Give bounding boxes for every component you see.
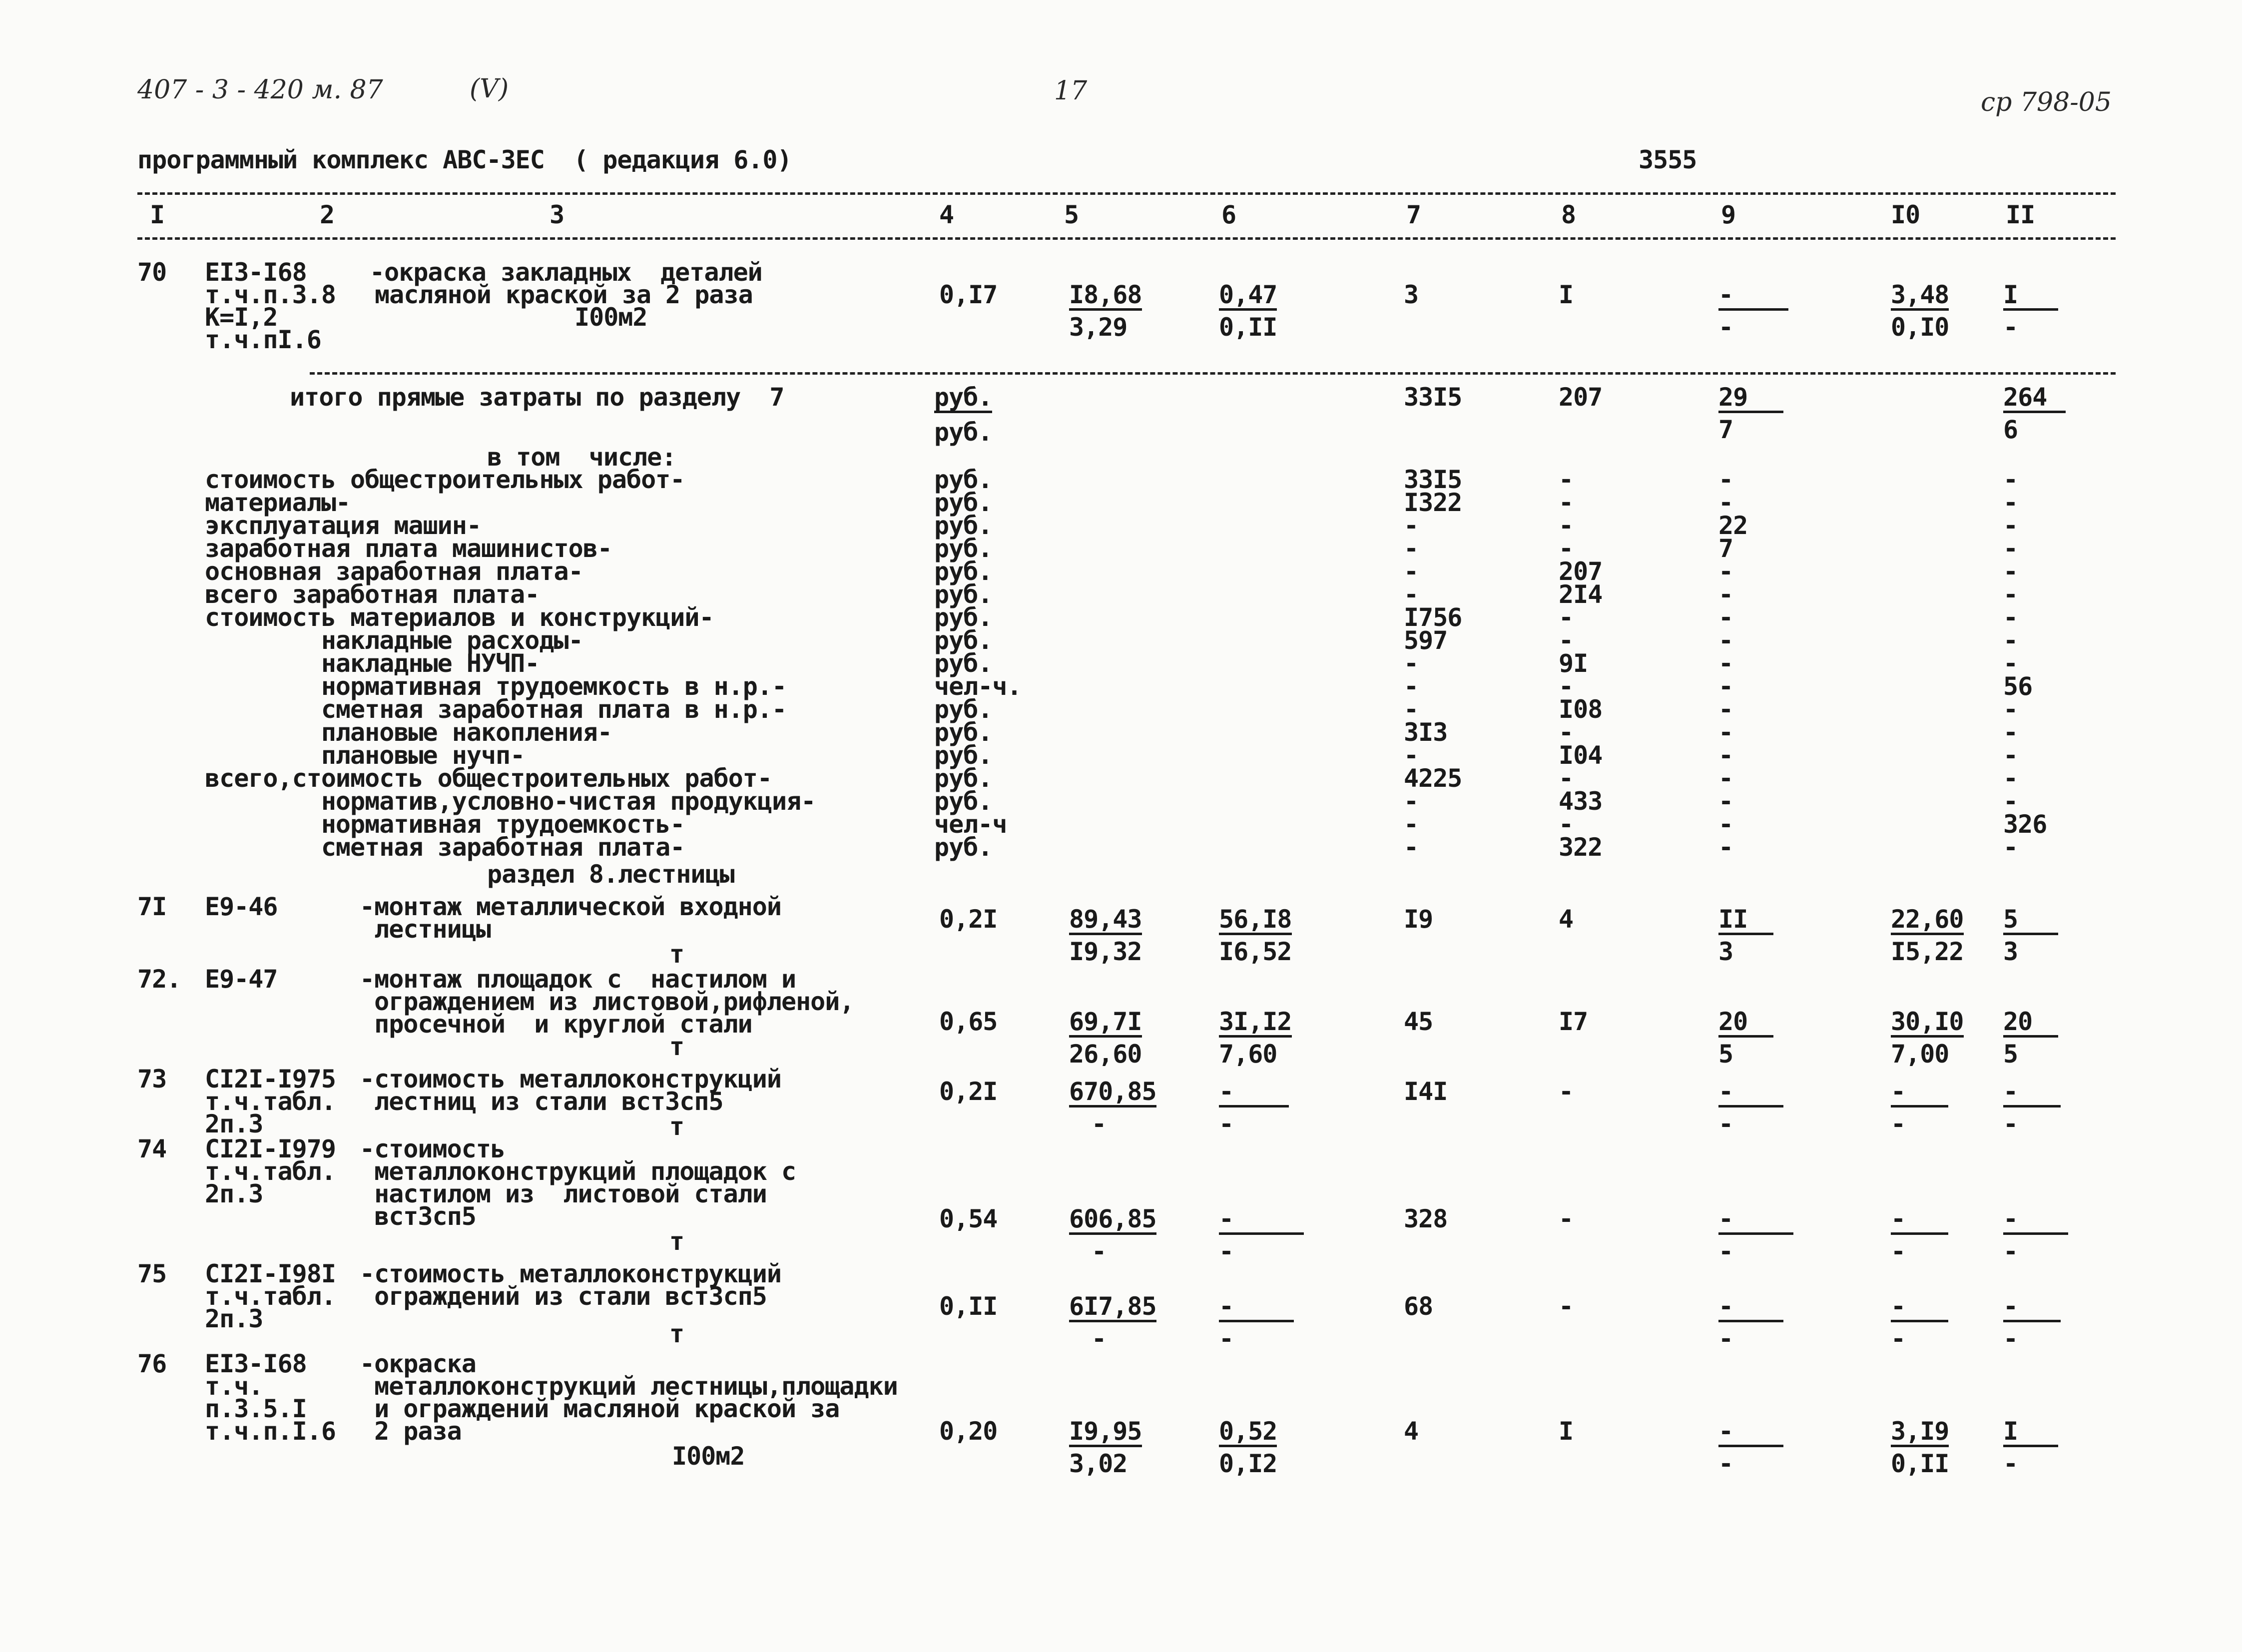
breakdown-c9: 22: [1718, 511, 1748, 540]
breakdown-label: основная заработная плата-: [205, 557, 583, 586]
row-description: ограждений из стали вст3сп5: [360, 1282, 767, 1311]
cell-11-top: -: [2003, 1294, 2061, 1322]
cell-5-top: 89,43: [1069, 907, 1142, 935]
cell-9-top: -: [1718, 1206, 1793, 1235]
cell-8: I7: [1559, 1007, 1588, 1036]
cell-11-bottom: 5: [2003, 1040, 2018, 1069]
cell-7: I9: [1404, 905, 1433, 934]
cell-6-bottom: 7,60: [1219, 1040, 1277, 1069]
breakdown-unit: чел-ч.: [934, 672, 1022, 701]
cell-5-bottom: -: [1092, 1324, 1107, 1353]
col-1: I: [150, 200, 165, 229]
row-unit: I00м2: [574, 303, 647, 332]
col-2: 2: [320, 200, 335, 229]
totals-unit: руб.: [934, 418, 993, 447]
breakdown-label: всего,стоимость общестроительных работ-: [205, 764, 772, 793]
cell-9-bottom: 5: [1718, 1040, 1733, 1069]
breakdown-c7: -: [1404, 741, 1419, 770]
breakdown-c7: 597: [1404, 626, 1448, 655]
row-description: -монтаж площадок с настилом и: [360, 965, 796, 994]
breakdown-label: эксплуатация машин-: [205, 511, 481, 540]
breakdown-c8: -: [1559, 534, 1574, 563]
cell-9-top: -: [1718, 1419, 1783, 1447]
cell-11-top: I: [2003, 282, 2058, 311]
breakdown-c8: 433: [1559, 787, 1603, 816]
breakdown-c9: -: [1718, 465, 1733, 494]
breakdown-c9: -: [1718, 833, 1733, 862]
row-description: -стоимость металлоконструкций: [360, 1259, 781, 1288]
breakdown-c7: -: [1404, 557, 1419, 586]
row-description: просечной и круглой стали: [360, 1010, 752, 1039]
breakdown-c9: -: [1718, 787, 1733, 816]
breakdown-c8: 2I4: [1559, 580, 1603, 609]
breakdown-c7: I322: [1404, 488, 1462, 517]
breakdown-c7: -: [1404, 672, 1419, 701]
cell-9-top: II: [1718, 907, 1773, 935]
breakdown-c7: -: [1404, 534, 1419, 563]
breakdown-c7: -: [1404, 810, 1419, 839]
breakdown-c11: 56: [2003, 672, 2033, 701]
breakdown-c8: -: [1559, 488, 1574, 517]
breakdown-unit: руб.: [934, 465, 993, 494]
totals-c8: 207: [1559, 383, 1603, 412]
row-description: -стоимость: [360, 1134, 506, 1163]
cell-6-bottom: -: [1219, 1324, 1234, 1353]
cell-5-bottom: -: [1092, 1109, 1107, 1138]
row-description: 2 раза: [360, 1417, 462, 1446]
cell-11-bottom: -: [2003, 313, 2018, 342]
totals-c7: 33I5: [1404, 383, 1462, 412]
row-code: Е9-46: [205, 892, 278, 921]
version-mark: (V): [470, 74, 509, 104]
row-quantity: 0,2I: [939, 1077, 998, 1106]
cell-7: 3: [1404, 280, 1419, 309]
breakdown-c9: -: [1718, 672, 1733, 701]
breakdown-unit: руб.: [934, 511, 993, 540]
breakdown-c8: -: [1559, 718, 1574, 747]
breakdown-unit: руб.: [934, 603, 993, 632]
breakdown-c8: I04: [1559, 741, 1603, 770]
breakdown-c11: -: [2003, 534, 2018, 563]
row-number: 7I: [137, 892, 167, 921]
col-3: 3: [550, 200, 564, 229]
breakdown-c9: -: [1718, 810, 1733, 839]
breakdown-label: накладные расходы-: [205, 626, 583, 655]
breakdown-c8: 207: [1559, 557, 1603, 586]
cell-9-top: -: [1718, 282, 1788, 311]
row-description: металлоконструкций лестницы,площадки: [360, 1372, 898, 1401]
breakdown-c7: I756: [1404, 603, 1462, 632]
breakdown-c8: -: [1559, 465, 1574, 494]
breakdown-c11: -: [2003, 603, 2018, 632]
row-description: -окраска закладных деталей: [370, 258, 762, 287]
row-code: т.ч.: [205, 1372, 263, 1401]
row-description: и ограждений масляной краской за: [360, 1394, 840, 1423]
breakdown-c8: 9I: [1559, 649, 1588, 678]
row-code: т.ч.п.I.6: [205, 1417, 336, 1446]
breakdown-c7: -: [1404, 649, 1419, 678]
row-unit: т: [669, 1032, 684, 1061]
breakdown-unit: руб.: [934, 741, 993, 770]
breakdown-c11: -: [2003, 488, 2018, 517]
breakdown-label: сметная заработная плата в н.р.-: [205, 695, 787, 724]
cell-7: 328: [1404, 1204, 1448, 1233]
cell-6-top: 0,47: [1219, 282, 1277, 311]
row-code: К=I,2: [205, 303, 278, 332]
cell-5-top: I9,95: [1069, 1419, 1142, 1447]
row-quantity: 0,2I: [939, 905, 998, 934]
breakdown-c11: -: [2003, 787, 2018, 816]
cell-6-bottom: I6,52: [1219, 937, 1292, 966]
col-5: 5: [1064, 200, 1079, 229]
row-description: вст3сп5: [360, 1202, 476, 1231]
col-6: 6: [1221, 200, 1236, 229]
breakdown-c11: -: [2003, 580, 2018, 609]
row-code: т.ч.табл.: [205, 1282, 336, 1311]
cell-6-top: 56,I8: [1219, 907, 1292, 935]
row-quantity: 0,65: [939, 1007, 998, 1036]
breakdown-unit: руб.: [934, 649, 993, 678]
breakdown-c9: -: [1718, 580, 1733, 609]
breakdown-unit: руб.: [934, 718, 993, 747]
breakdown-c7: -: [1404, 580, 1419, 609]
row-code: 2п.3: [205, 1109, 263, 1138]
col-4: 4: [939, 200, 954, 229]
breakdown-c9: -: [1718, 557, 1733, 586]
row-unit: т: [669, 1319, 684, 1348]
breakdown-unit: руб.: [934, 626, 993, 655]
header-top-rule: [137, 192, 2116, 195]
breakdown-c11: -: [2003, 695, 2018, 724]
row-unit: т: [669, 940, 684, 969]
breakdown-c7: 33I5: [1404, 465, 1462, 494]
cell-8: -: [1559, 1292, 1574, 1321]
row-number: 73: [137, 1065, 167, 1094]
row-description: -стоимость металлоконструкций: [360, 1065, 781, 1094]
cell-10-top: 3,48: [1891, 282, 1949, 311]
row-number: 76: [137, 1349, 167, 1378]
col-9: 9: [1721, 200, 1736, 229]
breakdown-c11: -: [2003, 833, 2018, 862]
breakdown-c8: -: [1559, 672, 1574, 701]
row-description: лестниц из стали вст3сп5: [360, 1087, 723, 1116]
cell-11-bottom: -: [2003, 1449, 2018, 1478]
breakdown-c8: -: [1559, 511, 1574, 540]
cell-6-top: 3I,I2: [1219, 1009, 1292, 1038]
row-description: -монтаж металлической входной: [360, 892, 781, 921]
cell-8: 4: [1559, 905, 1574, 934]
breakdown-c9: -: [1718, 603, 1733, 632]
cell-9-bottom: -: [1718, 1324, 1733, 1353]
totals-c11: 264: [2003, 385, 2066, 413]
row-number: 75: [137, 1259, 167, 1288]
cell-5-top: 606,85: [1069, 1206, 1156, 1235]
totals-unit: руб.: [934, 385, 992, 413]
row-description: масляной краской за 2 раза: [375, 280, 753, 309]
breakdown-c11: -: [2003, 557, 2018, 586]
row-code: т.ч.табл.: [205, 1087, 336, 1116]
cell-9-bottom: -: [1718, 1109, 1733, 1138]
cell-7: 4: [1404, 1417, 1419, 1446]
row-code: 2п.3: [205, 1179, 263, 1208]
row-description: лестницы: [360, 915, 491, 944]
cell-8: I: [1559, 1417, 1574, 1446]
row-code: п.3.5.I: [205, 1394, 307, 1423]
cell-7: I4I: [1404, 1077, 1448, 1106]
row-description: настилом из листовой стали: [360, 1179, 767, 1208]
breakdown-unit: руб.: [934, 764, 993, 793]
breakdown-c11: -: [2003, 718, 2018, 747]
breakdown-c7: -: [1404, 695, 1419, 724]
row-code: СI2I-I979: [205, 1134, 336, 1163]
row-code: т.ч.пI.6: [205, 325, 321, 354]
row-number: 70: [137, 258, 167, 287]
breakdown-c9: -: [1718, 764, 1733, 793]
breakdown-unit: чел-ч: [934, 810, 1007, 839]
cell-5-top: 670,85: [1069, 1079, 1156, 1107]
row-unit: I00м2: [672, 1442, 745, 1471]
breakdown-label: материалы-: [205, 488, 351, 517]
cell-9-bottom: -: [1718, 313, 1733, 342]
breakdown-label: сметная заработная плата-: [205, 833, 685, 862]
breakdown-c7: 3I3: [1404, 718, 1448, 747]
breakdown-unit: руб.: [934, 580, 993, 609]
row-quantity: 0,II: [939, 1292, 998, 1321]
row-number: 72.: [137, 965, 181, 994]
cell-5-bottom: 26,60: [1069, 1040, 1142, 1069]
cell-11-bottom: -: [2003, 1324, 2018, 1353]
breakdown-label: нормативная трудоемкость-: [205, 810, 685, 839]
cell-10-top: -: [1891, 1294, 1948, 1322]
cell-10-bottom: I5,22: [1891, 937, 1964, 966]
cell-6-bottom: 0,II: [1219, 313, 1277, 342]
breakdown-c11: -: [2003, 649, 2018, 678]
cell-5-bottom: I9,32: [1069, 937, 1142, 966]
page-number: 17: [1054, 76, 1088, 106]
col-8: 8: [1561, 200, 1576, 229]
col-11: II: [2006, 200, 2035, 229]
breakdown-c9: -: [1718, 695, 1733, 724]
breakdown-unit: руб.: [934, 787, 993, 816]
cell-6-top: -: [1219, 1206, 1304, 1235]
row-quantity: 0,I7: [939, 280, 998, 309]
row-unit: т: [669, 1227, 684, 1256]
breakdown-c7: 4225: [1404, 764, 1462, 793]
cell-7: 45: [1404, 1007, 1433, 1036]
breakdown-c11: -: [2003, 741, 2018, 770]
breakdown-label: нормативная трудоемкость в н.р.-: [205, 672, 787, 701]
cell-5-top: 69,7I: [1069, 1009, 1142, 1038]
breakdown-unit: руб.: [934, 695, 993, 724]
cell-10-top: 22,60: [1891, 907, 1964, 935]
totals-title: итого прямые затраты по разделу 7: [290, 383, 784, 412]
breakdown-c8: -: [1559, 810, 1574, 839]
cell-10-bottom: -: [1891, 1237, 1906, 1266]
cell-9-bottom: -: [1718, 1237, 1733, 1266]
cell-8: -: [1559, 1204, 1574, 1233]
breakdown-label: стоимость общестроительных работ-: [205, 465, 685, 494]
cell-5-bottom: 3,02: [1069, 1449, 1127, 1478]
breakdown-c11: 326: [2003, 810, 2047, 839]
totals-c9: 7: [1718, 415, 1733, 444]
breakdown-c9: -: [1718, 741, 1733, 770]
row-code: СI2I-I98I: [205, 1259, 336, 1288]
cell-8: -: [1559, 1077, 1574, 1106]
cell-5-bottom: 3,29: [1069, 313, 1127, 342]
row-code: т.ч.п.3.8: [205, 280, 336, 309]
breakdown-c8: -: [1559, 626, 1574, 655]
cell-10-bottom: -: [1891, 1324, 1906, 1353]
breakdown-c11: -: [2003, 511, 2018, 540]
cell-11-bottom: -: [2003, 1237, 2018, 1266]
breakdown-unit: руб.: [934, 534, 993, 563]
breakdown-unit: руб.: [934, 557, 993, 586]
breakdown-c9: 7: [1718, 534, 1733, 563]
cell-5-bottom: -: [1092, 1237, 1107, 1266]
cell-9-bottom: 3: [1718, 937, 1733, 966]
section-rule: [310, 372, 2116, 375]
breakdown-c9: -: [1718, 488, 1733, 517]
breakdown-label: плановые накопления-: [205, 718, 612, 747]
breakdown-c7: -: [1404, 833, 1419, 862]
document-code: 407 - 3 - 420 м. 87: [137, 75, 383, 105]
totals-including: в том числе:: [487, 443, 676, 472]
breakdown-c7: -: [1404, 787, 1419, 816]
breakdown-c11: -: [2003, 626, 2018, 655]
cell-9-bottom: -: [1718, 1449, 1733, 1478]
row-unit: т: [669, 1112, 684, 1141]
cell-11-bottom: 3: [2003, 937, 2018, 966]
row-code: ЕI3-I68: [205, 1349, 307, 1378]
cell-10-top: -: [1891, 1206, 1948, 1235]
row-code: СI2I-I975: [205, 1065, 336, 1094]
breakdown-label: всего заработная плата-: [205, 580, 540, 609]
row-code: Е9-47: [205, 965, 278, 994]
breakdown-label: заработная плата машинистов-: [205, 534, 612, 563]
breakdown-c8: -: [1559, 603, 1574, 632]
cell-6-top: 0,52: [1219, 1419, 1277, 1447]
cell-11-top: -: [2003, 1079, 2061, 1107]
section-title: раздел 8.лестницы: [487, 860, 734, 889]
cell-6-top: -: [1219, 1294, 1294, 1322]
row-description: ограждением из листовой,рифленой,: [360, 987, 854, 1016]
sheet-number: 3555: [1639, 145, 1697, 174]
row-description: -окраска: [360, 1349, 476, 1378]
cell-5-top: 6I7,85: [1069, 1294, 1156, 1322]
row-code: 2п.3: [205, 1304, 263, 1333]
row-quantity: 0,20: [939, 1417, 998, 1446]
breakdown-c7: -: [1404, 511, 1419, 540]
row-number: 74: [137, 1134, 167, 1163]
breakdown-c11: -: [2003, 764, 2018, 793]
row-quantity: 0,54: [939, 1204, 998, 1233]
col-10: I0: [1891, 200, 1920, 229]
cell-11-top: -: [2003, 1206, 2068, 1235]
cell-6-bottom: 0,I2: [1219, 1449, 1277, 1478]
cell-6-top: -: [1219, 1079, 1289, 1107]
cell-11-top: I: [2003, 1419, 2058, 1447]
totals-c11: 6: [2003, 415, 2018, 444]
row-code: ЕI3-I68: [205, 258, 307, 287]
cell-8: I: [1559, 280, 1574, 309]
row-code: т.ч.табл.: [205, 1157, 336, 1186]
cell-10-bottom: 0,I0: [1891, 313, 1949, 342]
cell-10-top: 30,I0: [1891, 1009, 1964, 1038]
cell-6-bottom: -: [1219, 1109, 1234, 1138]
cell-9-top: 20: [1718, 1009, 1773, 1038]
breakdown-c9: -: [1718, 626, 1733, 655]
col-7: 7: [1406, 200, 1421, 229]
cell-7: 68: [1404, 1292, 1433, 1321]
breakdown-c8: I08: [1559, 695, 1603, 724]
breakdown-c8: -: [1559, 764, 1574, 793]
breakdown-c9: -: [1718, 649, 1733, 678]
breakdown-label: плановые нучп-: [205, 741, 525, 770]
breakdown-unit: руб.: [934, 833, 993, 862]
cell-5-top: I8,68: [1069, 282, 1142, 311]
breakdown-label: норматив,условно-чистая продукция-: [205, 787, 816, 816]
breakdown-label: накладные НУЧП-: [205, 649, 540, 678]
cell-10-bottom: 0,II: [1891, 1449, 1949, 1478]
archive-stamp: ср 798-05: [1981, 87, 2112, 117]
cell-10-top: -: [1891, 1079, 1948, 1107]
row-description: металлоконструкций площадок с: [360, 1157, 796, 1186]
cell-10-bottom: 7,00: [1891, 1040, 1949, 1069]
cell-11-top: 5: [2003, 907, 2058, 935]
cell-6-bottom: -: [1219, 1237, 1234, 1266]
breakdown-c9: -: [1718, 718, 1733, 747]
program-title: программный комплекс АВС-3ЕС ( редакция 6.0): [137, 145, 792, 174]
cell-11-top: 20: [2003, 1009, 2058, 1038]
cell-10-bottom: -: [1891, 1109, 1906, 1138]
cell-9-top: -: [1718, 1294, 1783, 1322]
breakdown-unit: руб.: [934, 488, 993, 517]
header-bottom-rule: [137, 237, 2116, 240]
totals-c9: 29: [1718, 385, 1783, 413]
cell-10-top: 3,I9: [1891, 1419, 1949, 1447]
cell-11-bottom: -: [2003, 1109, 2018, 1138]
breakdown-c11: -: [2003, 465, 2018, 494]
breakdown-label: стоимость материалов и конструкций-: [205, 603, 714, 632]
cell-9-top: -: [1718, 1079, 1783, 1107]
breakdown-c8: 322: [1559, 833, 1603, 862]
